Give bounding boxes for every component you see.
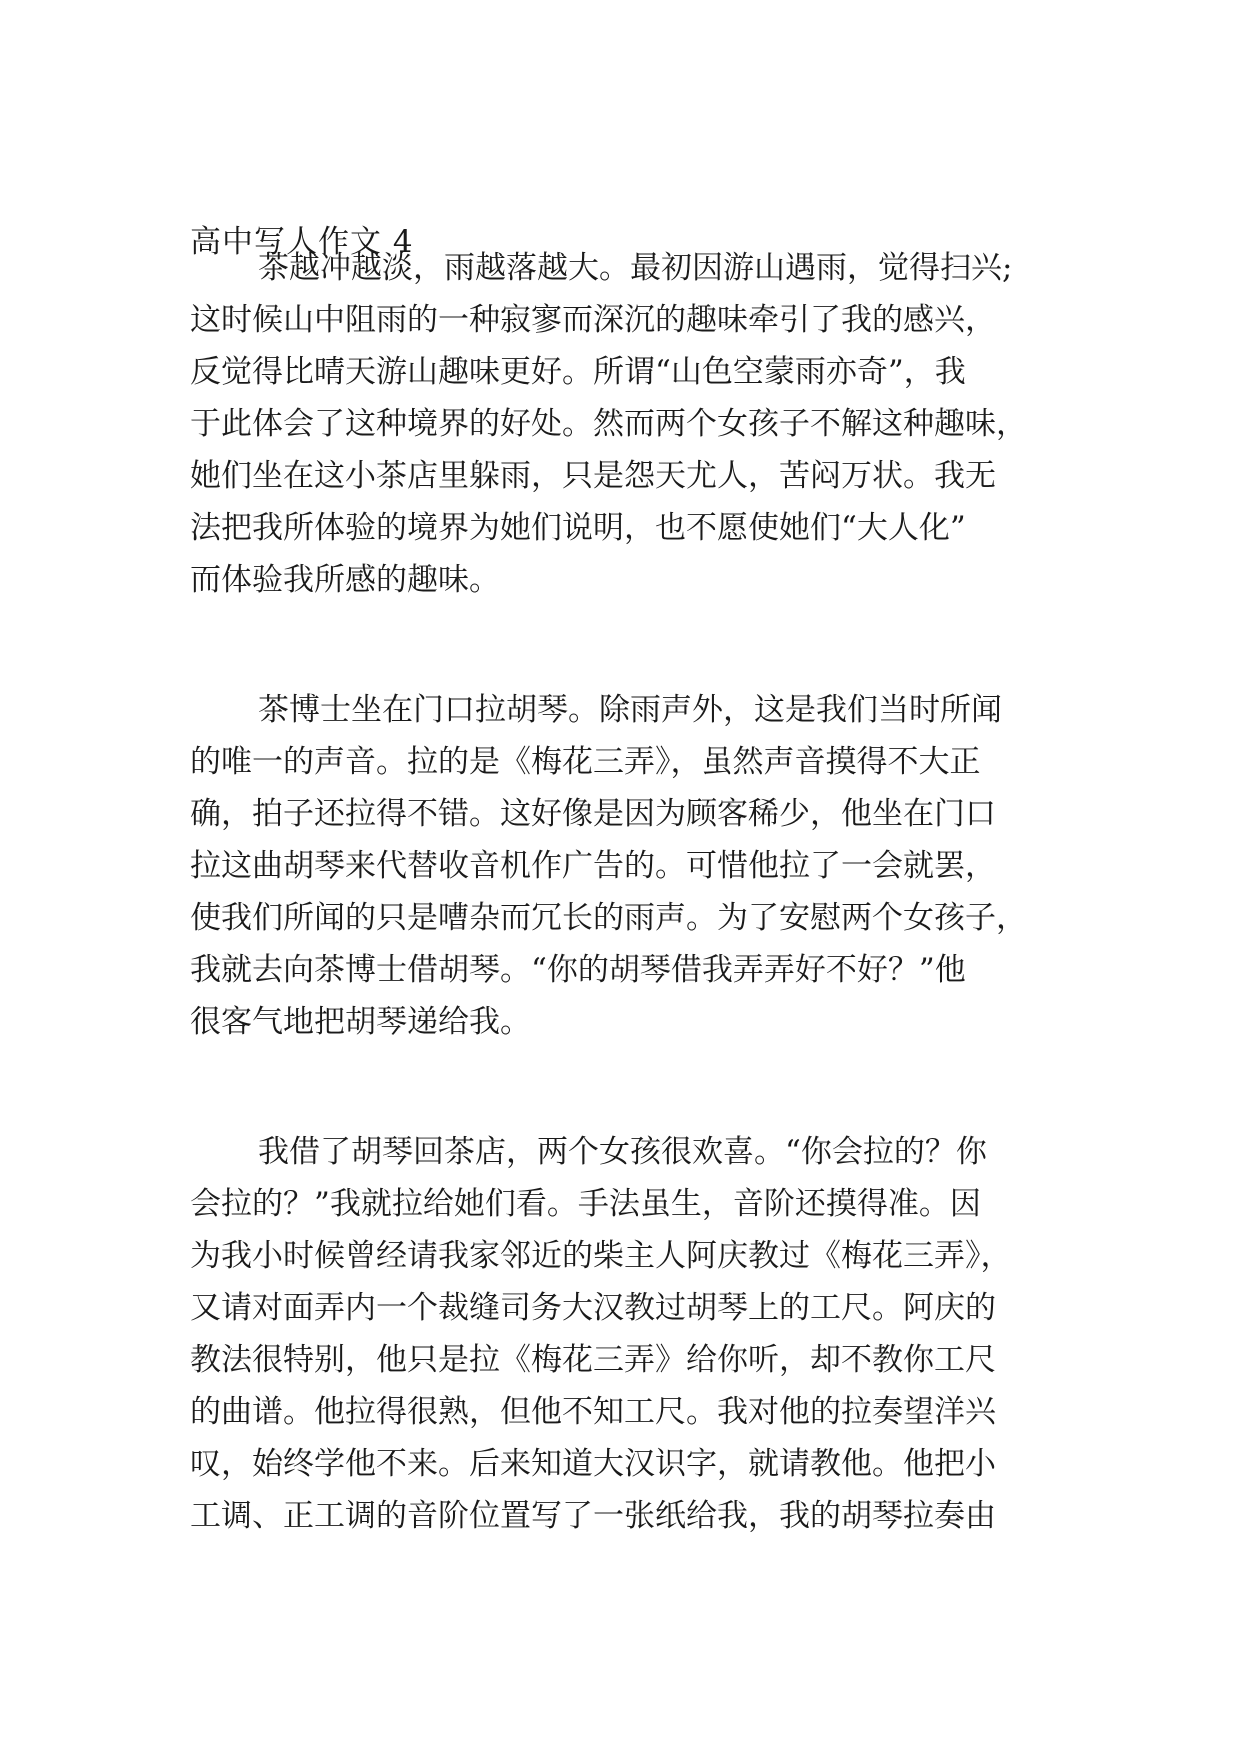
paragraph-line: 我借了胡琴回茶店，两个女孩很欢喜。“你会拉的？你: [258, 1134, 987, 1170]
paragraph-line: 确，拍子还拉得不错。这好像是因为顾客稀少，他坐在门口: [190, 796, 996, 832]
paragraph-line: 教法很特别，他只是拉《梅花三弄》给你听，却不教你工尺: [190, 1342, 996, 1378]
paragraph-line: 为我小时候曾经请我家邻近的柴主人阿庆教过《梅花三弄》，: [190, 1238, 1012, 1274]
paragraph-line: 法把我所体验的境界为她们说明，也不愿使她们“大人化”: [190, 510, 966, 546]
paragraph-line: 使我们所闻的只是嘈杂而冗长的雨声。为了安慰两个女孩子，: [190, 900, 1027, 936]
paragraph-2: [190, 690, 1050, 1040]
paragraph-line: 会拉的？”我就拉给她们看。手法虽生，音阶还摸得准。因: [190, 1186, 981, 1222]
paragraph-line: 这时候山中阻雨的一种寂寥而深沉的趣味牵引了我的感兴，: [190, 302, 996, 338]
paragraph-line: 叹，始终学他不来。后来知道大汉识字，就请教他。他把小: [190, 1446, 996, 1482]
document-title: 高中写人作文 4: [190, 224, 414, 260]
paragraph-line: 反觉得比晴天游山趣味更好。所谓“山色空蒙雨亦奇”，我: [190, 354, 966, 390]
paragraph-line: 又请对面弄内一个裁缝司务大汉教过胡琴上的工尺。阿庆的: [190, 1290, 996, 1326]
paragraph-line: 工调、正工调的音阶位置写了一张纸给我，我的胡琴拉奏由: [190, 1498, 996, 1534]
paragraph-3: [190, 1132, 1050, 1532]
paragraph-line: 茶越冲越淡，雨越落越大。最初因游山遇雨，觉得扫兴;: [258, 250, 1013, 286]
paragraph-line: 于此体会了这种境界的好处。然而两个女孩子不解这种趣味，: [190, 406, 1027, 442]
paragraph-line: 我就去向茶博士借胡琴。“你的胡琴借我弄弄好不好？”他: [190, 952, 966, 988]
paragraph-1: [190, 248, 1050, 598]
paragraph-line: 的曲谱。他拉得很熟，但他不知工尺。我对他的拉奏望洋兴: [190, 1394, 996, 1430]
paragraph-line: 而体验我所感的趣味。: [190, 562, 500, 598]
paragraph-line: 拉这曲胡琴来代替收音机作广告的。可惜他拉了一会就罢，: [190, 848, 996, 884]
paragraph-line: 的唯一的声音。拉的是《梅花三弄》，虽然声音摸得不大正: [190, 744, 981, 780]
paragraph-line: 她们坐在这小茶店里躲雨，只是怨天尤人，苦闷万状。我无: [190, 458, 996, 494]
paragraph-line: 很客气地把胡琴递给我。: [190, 1004, 531, 1040]
paragraph-line: 茶博士坐在门口拉胡琴。除雨声外，这是我们当时所闻: [258, 692, 1002, 728]
